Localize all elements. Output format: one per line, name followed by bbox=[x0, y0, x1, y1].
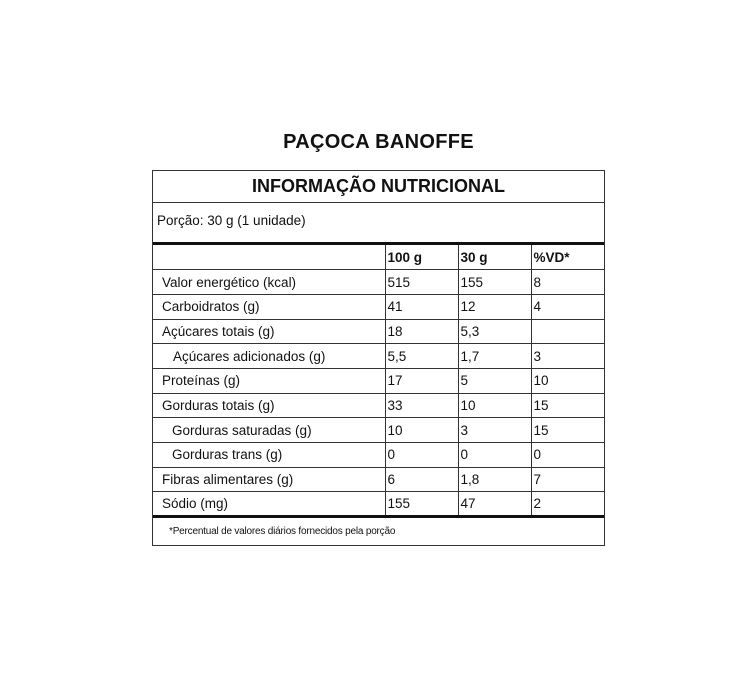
value-100g: 17 bbox=[385, 368, 458, 393]
value-100g: 6 bbox=[385, 467, 458, 492]
footnote: *Percentual de valores diários fornecidos pela porção bbox=[169, 526, 396, 538]
value-vd: 0 bbox=[531, 443, 604, 468]
value-vd: 10 bbox=[531, 368, 604, 393]
header-100g: 100 g bbox=[385, 245, 458, 270]
value-30g: 10 bbox=[458, 393, 531, 418]
value-30g: 5,3 bbox=[458, 319, 531, 344]
value-vd: 7 bbox=[531, 467, 604, 492]
nutrient-name: Açúcares adicionados (g) bbox=[153, 344, 385, 369]
table-row bbox=[153, 344, 604, 369]
table-row bbox=[153, 467, 604, 492]
value-30g: 0 bbox=[458, 443, 531, 468]
table-row bbox=[153, 294, 604, 319]
value-100g: 0 bbox=[385, 443, 458, 468]
nutrient-name: Valor energético (kcal) bbox=[153, 270, 385, 295]
nutrition-table bbox=[153, 245, 604, 518]
nutrient-name: Gorduras trans (g) bbox=[153, 443, 385, 468]
value-30g: 3 bbox=[458, 418, 531, 443]
nutrient-name: Gorduras saturadas (g) bbox=[153, 418, 385, 443]
table-row bbox=[153, 270, 604, 295]
value-100g: 155 bbox=[385, 492, 458, 517]
table-row bbox=[153, 368, 604, 393]
value-30g: 5 bbox=[458, 368, 531, 393]
value-vd: 15 bbox=[531, 418, 604, 443]
value-vd: 3 bbox=[531, 344, 604, 369]
table-row bbox=[153, 443, 604, 468]
table-row bbox=[153, 418, 604, 443]
value-100g: 5,5 bbox=[385, 344, 458, 369]
value-30g: 1,8 bbox=[458, 467, 531, 492]
nutrition-facts-label bbox=[152, 170, 605, 546]
value-100g: 41 bbox=[385, 294, 458, 319]
table-row bbox=[153, 492, 604, 517]
value-vd: 15 bbox=[531, 393, 604, 418]
value-vd: 4 bbox=[531, 294, 604, 319]
nutrient-name: Fibras alimentares (g) bbox=[153, 467, 385, 492]
label-heading: INFORMAÇÃO NUTRICIONAL bbox=[153, 171, 604, 203]
value-100g: 33 bbox=[385, 393, 458, 418]
value-30g: 155 bbox=[458, 270, 531, 295]
product-title: PAÇOCA BANOFFE bbox=[283, 131, 474, 153]
nutrient-name: Açúcares totais (g) bbox=[153, 319, 385, 344]
value-100g: 10 bbox=[385, 418, 458, 443]
header-vd: %VD* bbox=[531, 245, 604, 270]
nutrient-name: Proteínas (g) bbox=[153, 368, 385, 393]
table-header-row bbox=[153, 245, 604, 270]
value-vd: 2 bbox=[531, 492, 604, 517]
value-100g: 515 bbox=[385, 270, 458, 295]
table-row bbox=[153, 393, 604, 418]
value-vd bbox=[531, 319, 604, 344]
header-30g: 30 g bbox=[458, 245, 531, 270]
value-30g: 12 bbox=[458, 294, 531, 319]
header-nutrient bbox=[153, 245, 385, 270]
value-30g: 47 bbox=[458, 492, 531, 517]
portion-size: Porção: 30 g (1 unidade) bbox=[153, 203, 604, 245]
value-100g: 18 bbox=[385, 319, 458, 344]
value-30g: 1,7 bbox=[458, 344, 531, 369]
value-vd: 8 bbox=[531, 270, 604, 295]
nutrient-name: Sódio (mg) bbox=[153, 492, 385, 517]
nutrient-name: Carboidratos (g) bbox=[153, 294, 385, 319]
table-row bbox=[153, 319, 604, 344]
nutrient-name: Gorduras totais (g) bbox=[153, 393, 385, 418]
